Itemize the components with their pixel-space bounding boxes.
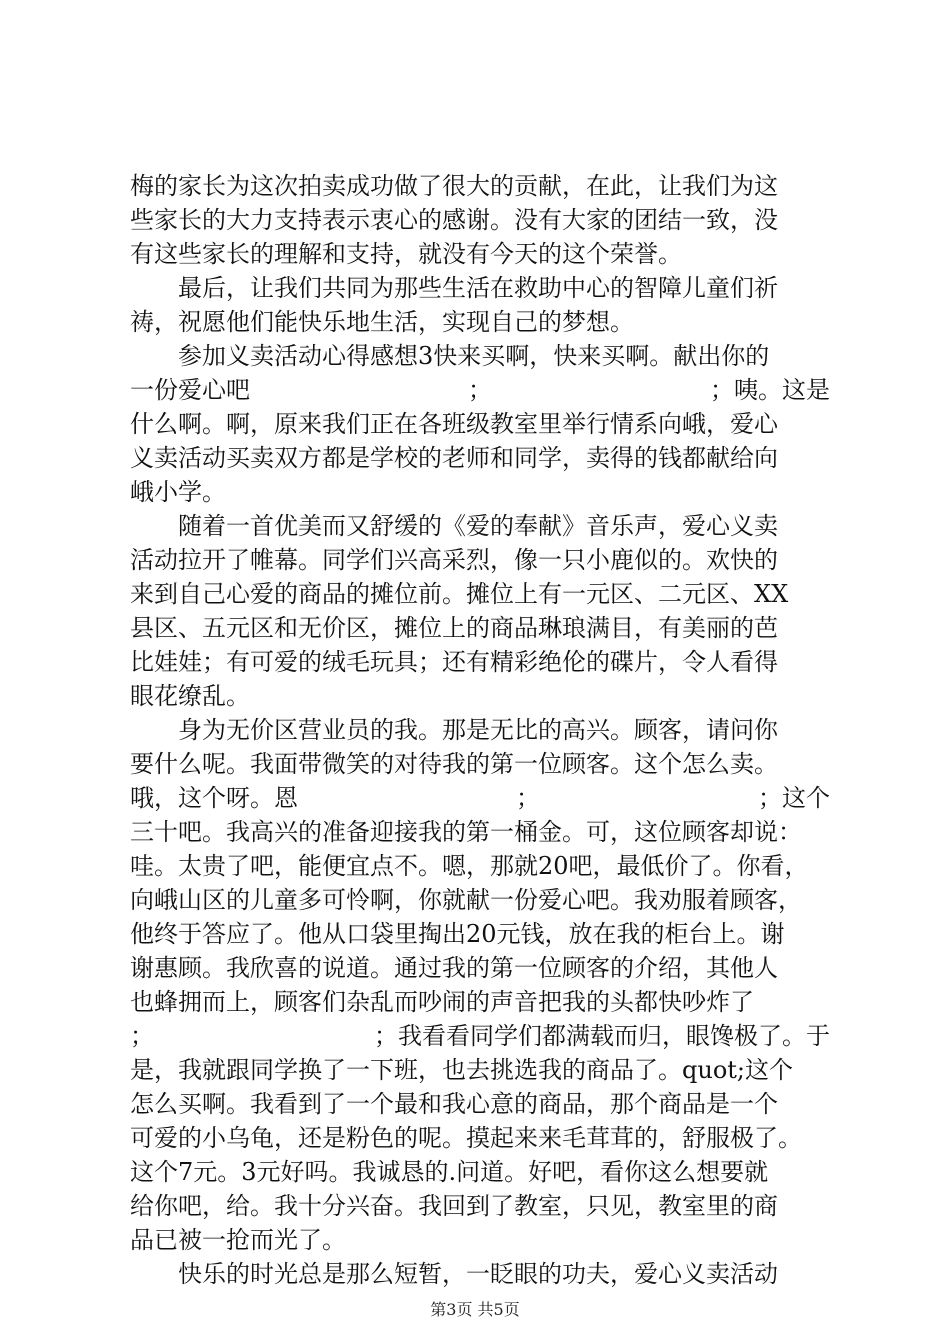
text-line: 梅的家长为这次拍卖成功做了很大的贡献，在此，让我们为这 [130,172,778,200]
text-line: 他终于答应了。他从口袋里掏出20元钱，放在我的柜台上。谢 [130,920,785,948]
text-segment: 一份爱心吧 [130,376,250,404]
text-line: 眼花缭乱。 [130,682,250,710]
text-line: 些家长的大力支持表示衷心的感谢。没有大家的团结一致，没 [130,206,778,234]
text-line: 哇。太贵了吧，能便宜点不。嗯，那就20吧，最低价了。你看， [130,852,809,880]
text-line: 什么啊。啊，原来我们正在各班级教室里举行情系向峨，爱心 [130,410,778,438]
text-line: 可爱的小乌龟，还是粉色的呢。摸起来来毛茸茸的，舒服极了。 [130,1124,802,1152]
text-segment: ；我看看同学们都满载而归，眼馋极了。于 [374,1022,830,1050]
text-segment: ； [130,1022,154,1050]
text-line: 谢惠顾。我欣喜的说道。通过我的第一位顾客的介绍，其他人 [130,954,778,982]
paragraph-first-line: 快乐的时光总是那么短暂，一眨眼的功夫，爱心义卖活动 [178,1260,778,1288]
paragraph-first-line: 最后，让我们共同为那些生活在救助中心的智障儿童们祈 [178,274,778,302]
text-line-spaced [130,1019,830,1053]
page-footer: 第3页 共5页 [430,1300,520,1319]
text-line: 活动拉开了帷幕。同学们兴高采烈，像一只小鹿似的。欢快的 [130,546,778,574]
text-line: 要什么呢。我面带微笑的对待我的第一位顾客。这个怎么卖。 [130,750,778,778]
text-segment: ； [516,784,540,812]
text-segment: 哦，这个呀。恩 [130,784,298,812]
text-line: 峨小学。 [130,478,226,506]
text-segment: ；这个 [758,784,830,812]
text-line: 比娃娃；有可爱的绒毛玩具；还有精彩绝伦的碟片，令人看得 [130,648,778,676]
paragraph-first-line: 身为无价区营业员的我。那是无比的高兴。顾客，请问你 [178,716,778,744]
text-line: 县区、五元区和无价区，摊位上的商品琳琅满目，有美丽的芭 [130,614,778,642]
text-line: 来到自己心爱的商品的摊位前。摊位上有一元区、二元区、XX [130,580,789,608]
text-line: 祷，祝愿他们能快乐地生活，实现自己的梦想。 [130,308,634,336]
text-line: 有这些家长的理解和支持，就没有今天的这个荣誉。 [130,240,682,268]
text-line: 这个7元。3元好吗。我诚恳的.问道。好吧，看你这么想要就 [130,1158,769,1186]
text-segment: ；咦。这是 [710,376,830,404]
text-line-spaced [130,373,830,407]
text-line-spaced [130,781,830,815]
text-line: 也蜂拥而上，顾客们杂乱而吵闹的声音把我的头都快吵炸了 [130,988,754,1016]
text-segment: ； [468,376,492,404]
text-line: 三十吧。我高兴的准备迎接我的第一桶金。可，这位顾客却说： [130,818,802,846]
text-line: 义卖活动买卖双方都是学校的老师和同学，卖得的钱都献给向 [130,444,778,472]
paragraph-first-line: 参加义卖活动心得感想3快来买啊，快来买啊。献出你的 [178,342,770,370]
paragraph-first-line: 随着一首优美而又舒缓的《爱的奉献》音乐声，爱心义卖 [178,512,778,540]
text-line: 向峨山区的儿童多可怜啊，你就献一份爱心吧。我劝服着顾客， [130,886,802,914]
text-line: 品已被一抢而光了。 [130,1226,346,1254]
text-line: 怎么买啊。我看到了一个最和我心意的商品，那个商品是一个 [130,1090,778,1118]
text-line: 给你吧，给。我十分兴奋。我回到了教室，只见，教室里的商 [130,1192,778,1220]
text-line: 是，我就跟同学换了一下班，也去挑选我的商品了。quot;这个 [130,1056,793,1084]
